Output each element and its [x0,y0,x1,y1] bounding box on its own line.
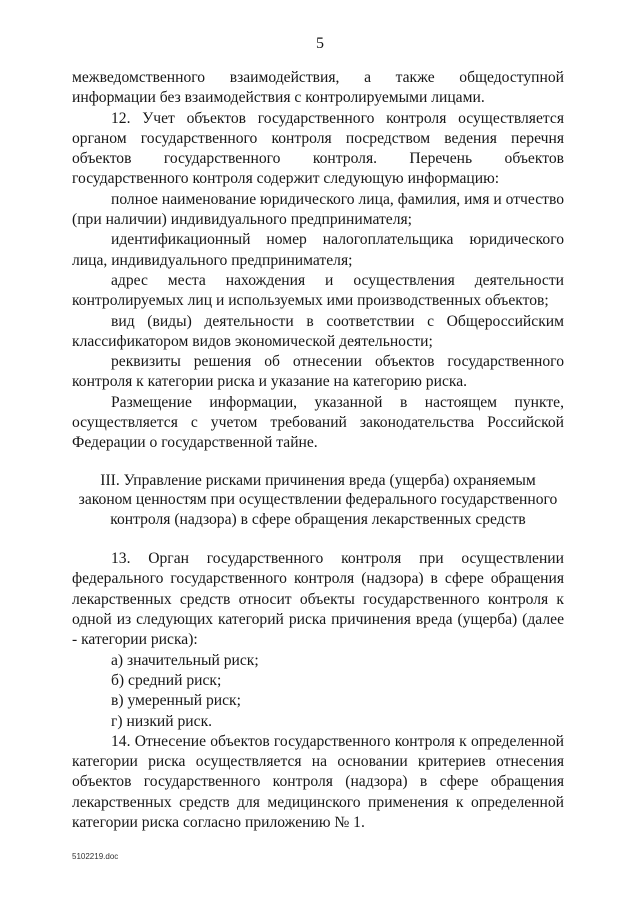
list-item-activity-type: вид (виды) деятельности в соответствии с Общероссийским классификатором видов экономической деятельности; [72,312,564,350]
list-item-risk-significant: а) значительный риск; [111,651,259,669]
list-item-inn: идентификационный номер налогоплательщика юридического лица, индивидуального предпринимателя; [72,231,564,269]
list-item-decision-details: реквизиты решения об отнесении объектов государственного контроля к категории риска и указание на категорию риска. [72,353,564,391]
list-item-full-name: полное наименование юридического лица, фамилия, имя и отчество (при наличии) индивидуального предпринимателя; [72,190,564,229]
paragraph-state-secret: Размещение информации, указанной в настоящем пункте, осуществляется с учетом требований законодательства Российской Федерации о государственной тайне. [72,393,564,452]
paragraph-12: 12. Учет объектов государственного контроля осуществляется органом государственного контроля посредством ведения перечня объектов государственного контроля. Перечень объектов государственного контроля содержит следующую информацию: [72,109,564,188]
document-body [72,68,564,833]
list-item-risk-moderate: в) умеренный риск; [111,692,241,710]
section-heading: III. Управление рисками причинения вреда (ущерба) охраняемым законом ценностям при осуществлении федерального государственного контроля (надзора) в сфере обращения лекарственных средств [78,471,558,528]
paragraph-continuation: межведомственного взаимодействия, а также общедоступной информации без взаимодействия с контролируемыми лицами. [72,69,564,107]
document-filename: 5102219.doc [72,852,119,861]
paragraph-14: 14. Отнесение объектов государственного контроля к определенной категории риска осуществляется на основании критериев отнесения объектов государственного контроля (надзора) в сфере обращения лекарственных средств для медицинского применения к определенной категории риска согласно приложению № 1. [72,732,564,831]
list-item-risk-low: г) низкий риск. [111,712,213,730]
paragraph-13: 13. Орган государственного контроля при осуществлении федерального государственного контроля (надзора) в сфере обращения лекарственных средств относит объекты государственного контроля к одной из следующих категорий риска причинения вреда (ущерба) (далее - категории риска): [72,550,564,649]
page-number: 5 [316,35,324,52]
list-item-address: адрес места нахождения и осуществления деятельности контролируемых лиц и используемых ими производственных объектов; [72,271,564,310]
list-item-risk-medium: б) средний риск; [111,671,222,689]
